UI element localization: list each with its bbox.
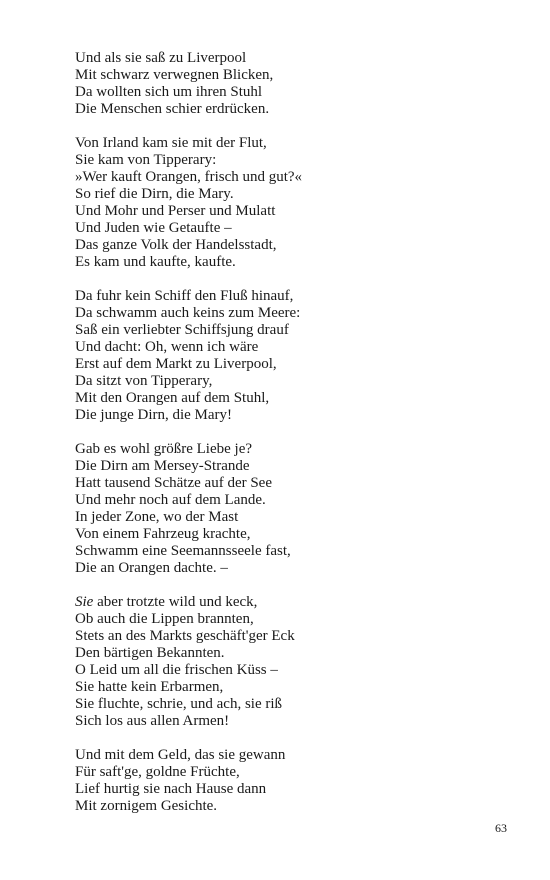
poem-line: Von einem Fahrzeug krachte, [75,526,251,542]
poem-line: Erst auf dem Markt zu Liverpool, [75,356,277,372]
stanza-5 [75,594,495,730]
poem-line [75,594,495,611]
poem-line: Das ganze Volk der Handelsstadt, [75,237,277,253]
poem-line: Schwamm eine Seemannsseele fast, [75,543,291,559]
poem-line: Die junge Dirn, die Mary! [75,407,233,423]
poem-line: Da fuhr kein Schiff den Fluß hinauf, [75,288,294,304]
poem-line: Und mehr noch auf dem Lande. [75,492,266,508]
poem-line: Von Irland kam sie mit der Flut, [75,135,267,151]
poem-line: Sich los aus allen Armen! [75,713,230,729]
poem-line: Und dacht: Oh, wenn ich wäre [75,339,259,355]
stanza-2 [75,135,495,271]
poem-body [75,50,495,832]
poem-line: Die an Orangen dachte. – [75,560,228,576]
poem-line: Mit den Orangen auf dem Stuhl, [75,390,270,406]
line-rest: aber trotzte wild und keck, [93,594,258,610]
stanza-6 [75,747,495,815]
poem-line: Für saft'ge, goldne Früchte, [75,764,240,780]
poem-line: Hatt tausend Schätze auf der See [75,475,272,491]
poem-line: In jeder Zone, wo der Mast [75,509,239,525]
italic-word: Sie [75,594,94,610]
poem-line: Da wollten sich um ihren Stuhl [75,84,263,100]
poem-line: Sie fluchte, schrie, und ach, sie riß [75,696,283,712]
poem-line: Die Menschen schier erdrücken. [75,101,270,117]
poem-line: Da schwamm auch keins zum Meere: [75,305,301,321]
poem-line: Mit schwarz verwegnen Blicken, [75,67,274,83]
poem-line: Den bärtigen Bekannten. [75,645,225,661]
poem-line: So rief die Dirn, die Mary. [75,186,234,202]
poem-line: Und mit dem Geld, das sie gewann [75,747,286,763]
poem-line: Da sitzt von Tipperary, [75,373,213,389]
poem-line: Die Dirn am Mersey-Strande [75,458,250,474]
poem-line: Lief hurtig sie nach Hause dann [75,781,267,797]
poem-line: Und Mohr und Perser und Mulatt [75,203,276,219]
stanza-4 [75,441,495,577]
poem-line: Es kam und kaufte, kaufte. [75,254,236,270]
poem-line: Sie hatte kein Erbarmen, [75,679,224,695]
poem-line: Sie kam von Tipperary: [75,152,217,168]
poem-line: Ob auch die Lippen brannten, [75,611,254,627]
stanza-3 [75,288,495,424]
poem-line: Und Juden wie Getaufte – [75,220,232,236]
poem-line: Mit zornigem Gesichte. [75,798,218,814]
stanza-1 [75,50,495,118]
page-number: 63 [495,821,507,835]
poem-line: Und als sie saß zu Liverpool [75,50,247,66]
poem-line: O Leid um all die frischen Küss – [75,662,278,678]
poem-line: »Wer kauft Orangen, frisch und gut?« [75,169,303,185]
poem-line: Gab es wohl größre Liebe je? [75,441,253,457]
poem-line: Stets an des Markts geschäft'ger Eck [75,628,295,644]
poem-line: Saß ein verliebter Schiffsjung drauf [75,322,289,338]
